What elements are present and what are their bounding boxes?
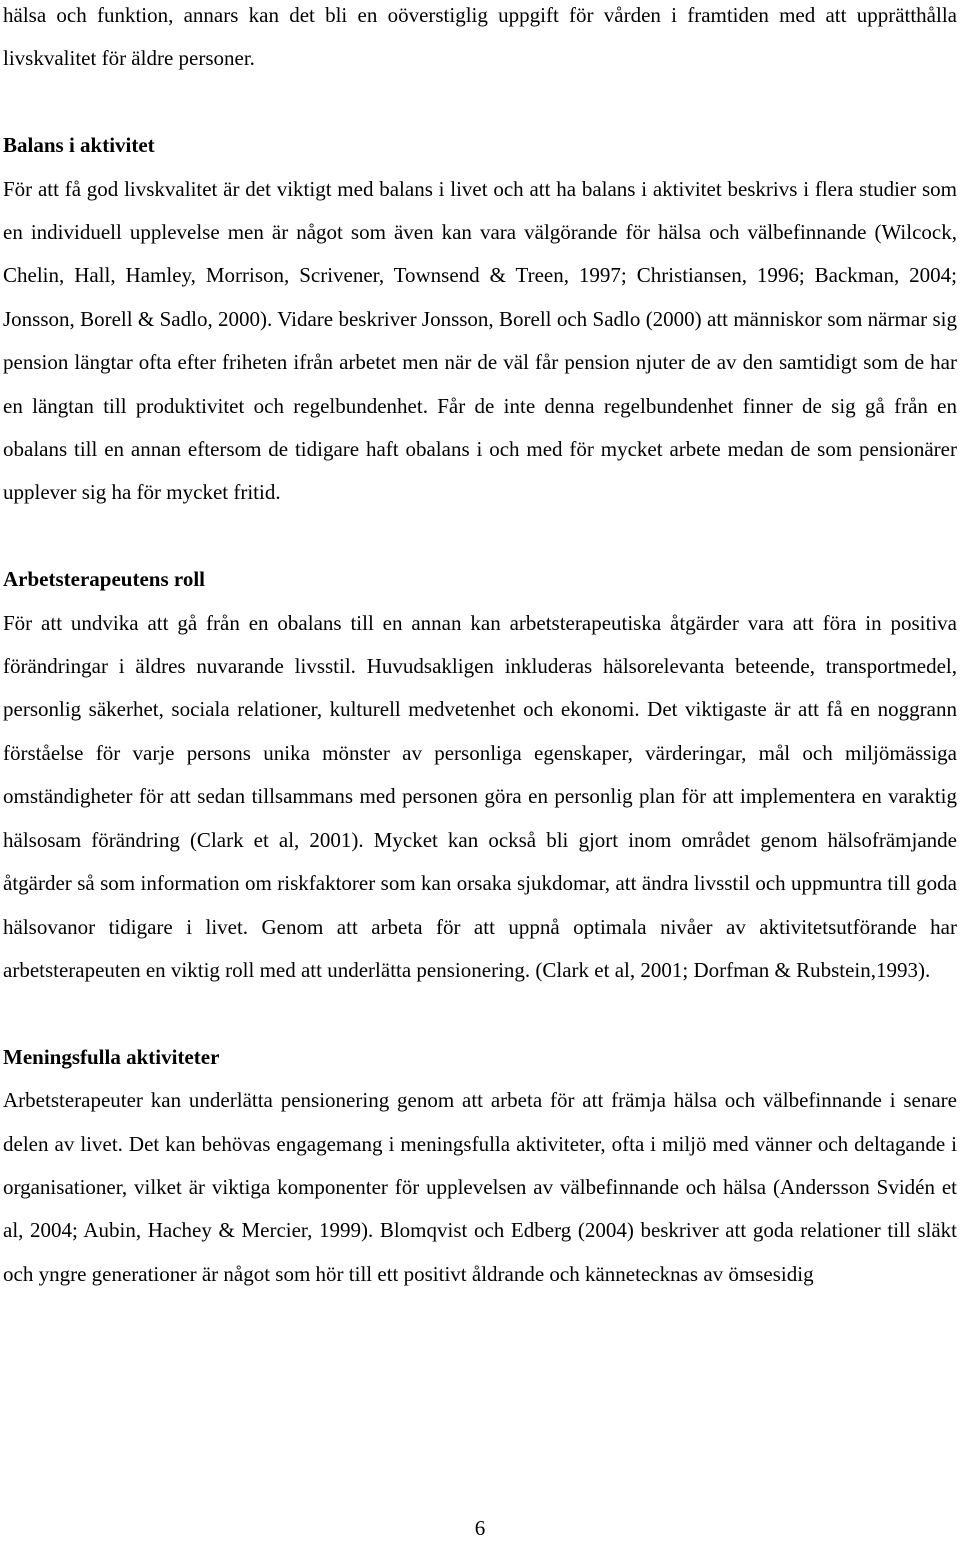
document-page xyxy=(3,0,957,1296)
section-heading: Meningsfulla aktiviteter xyxy=(3,1044,220,1069)
section-spacer xyxy=(3,81,957,124)
section-heading: Balans i aktivitet xyxy=(3,133,155,158)
section-balans-i-aktivitet xyxy=(3,124,957,515)
intro-paragraph: hälsa och funktion, annars kan det bli en oöverstiglig uppgift för vården i framtiden med att upprätthålla livskvalitet för äldre personer. xyxy=(3,3,957,71)
section-body: För att undvika att gå från en obalans till en annan kan arbetsterapeutiska åtgärder vara att föra in positiva förändringar i äldres nuvarande livsstil. Huvudsakligen inkluderas hälsorelevanta beteende, transportmedel, personlig säkerhet, sociala relationer, kulturell medvetenhet och ekonomi. Det viktigaste är att få en noggrann förståelse för varje persons unika mönster av personliga egenskaper, värderingar, mål och miljömässiga omständigheter för att sedan tillsammans med personen göra en personlig plan för att implementera en varaktig hälsosam förändring (Clark et al, 2001). Mycket kan också bli gjort inom området genom hälsofrämjande åtgärder så som information om riskfaktorer som kan orsaka sjukdomar, att ändra livsstil och uppmuntra till goda hälsovanor tidigare i livet. Genom att arbeta för att uppnå optimala nivåer av aktivitetsutförande har arbetsterapeuten en viktig roll med att underlätta pensionering. (Clark et al, 2001; Dorfman & Rubstein,1993). xyxy=(3,610,957,982)
page-number: 6 xyxy=(474,1516,486,1540)
section-body: Arbetsterapeuter kan underlätta pensionering genom att arbeta för att främja hälsa och välbefinnande i senare delen av livet. Det kan behövas engagemang i meningsfulla aktiviteter, ofta i miljö med vänner och deltagande i organisationer, vilket är viktiga komponenter för upplevelsen av välbefinnande och hälsa (Andersson Svidén et al, 2004; Aubin, Hachey & Mercier, 1999). Blomqvist och Edberg (2004) beskriver att goda relationer till släkt och yngre generationer är något som hör till ett positivt åldrande och kännetecknas av ömsesidig xyxy=(3,1088,957,1286)
section-heading: Arbetsterapeutens roll xyxy=(3,567,205,592)
section-spacer xyxy=(3,515,957,558)
section-body: För att få god livskvalitet är det viktigt med balans i livet och att ha balans i aktivitet beskrivs i flera studier som en individuell upplevelse men är något som även kan vara välgörande för hälsa och välbefinnande (Wilcock, Chelin, Hall, Hamley, Morrison, Scrivener, Townsend & Treen, 1997; Christiansen, 1996; Backman, 2004; Jonsson, Borell & Sadlo, 2000). Vidare beskriver Jonsson, Borell och Sadlo (2000) att människor som närmar sig pension längtar ofta efter friheten ifrån arbetet men när de väl får pension njuter de av den samtidigt som de har en längtan till produktivitet och regelbundenhet. Får de inte denna regelbundenhet finner de sig gå från en obalans till en annan eftersom de tidigare haft obalans i och med för mycket arbete medan de som pensionärer upplever sig ha för mycket fritid. xyxy=(3,176,957,505)
section-spacer xyxy=(3,992,957,1035)
section-meningsfulla-aktiviteter xyxy=(3,1036,957,1296)
section-arbetsterapeutens-roll xyxy=(3,558,957,992)
